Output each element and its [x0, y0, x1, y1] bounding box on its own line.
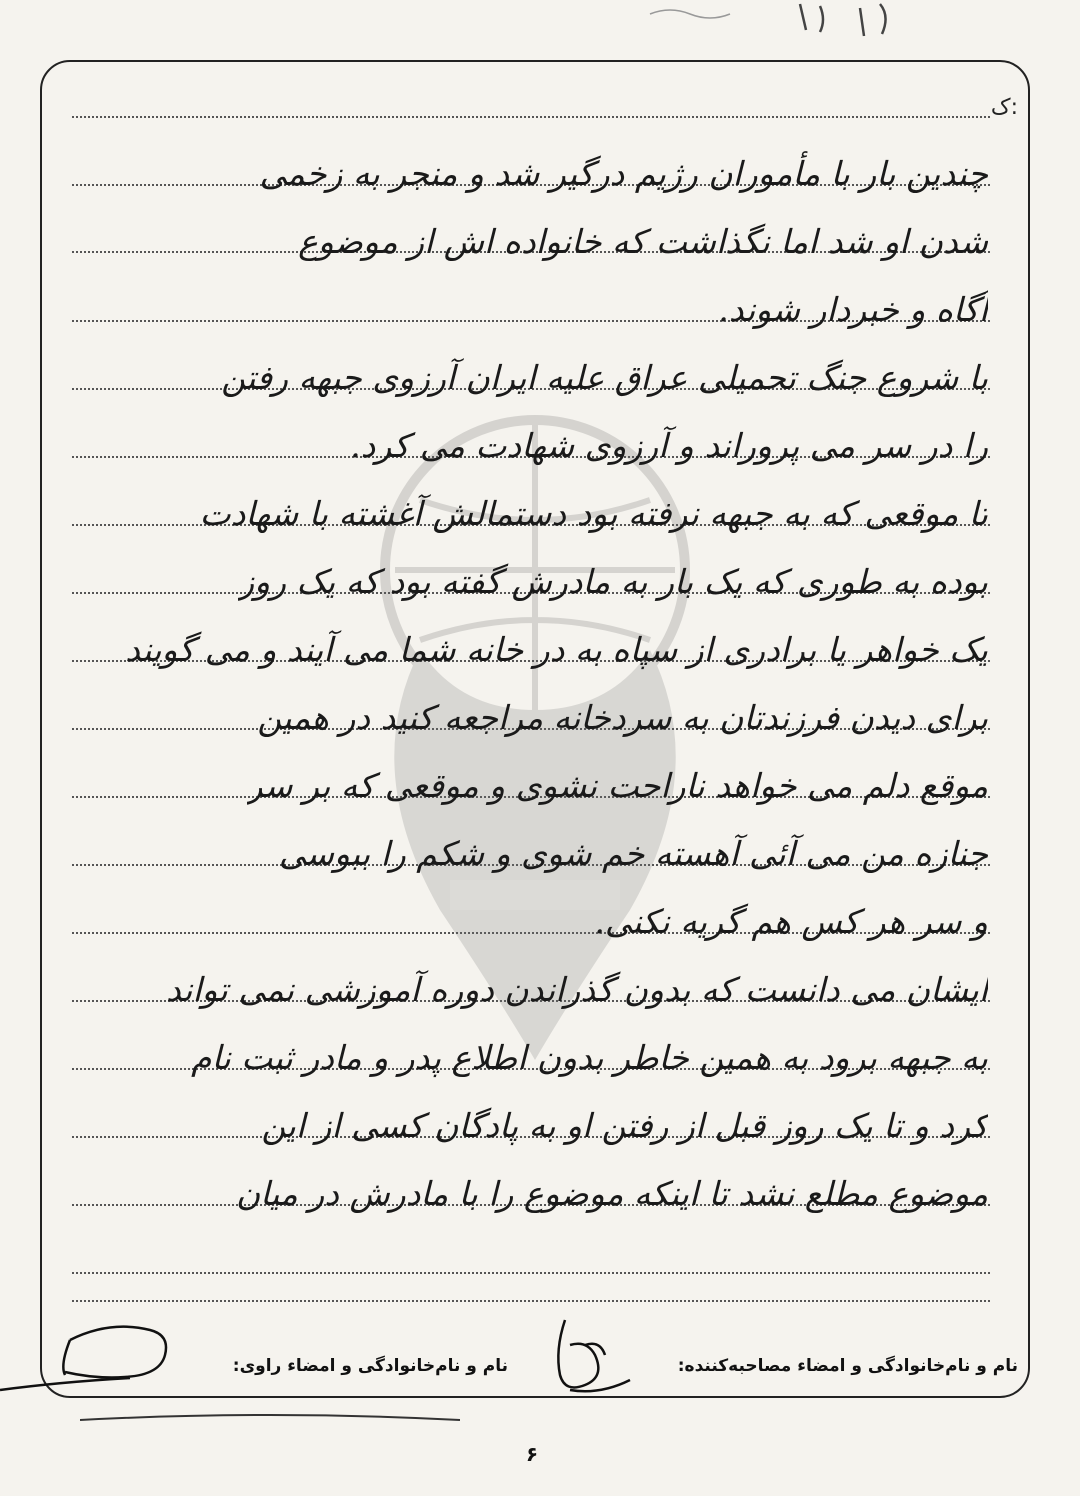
text-line: موضوع مطلع نشد تا اینکه موضوع را با مادرش در میان: [235, 1174, 988, 1213]
text-line: آگاه و خبردار شوند.: [718, 290, 988, 329]
top-scribble-marks: [0, 0, 1080, 50]
text-line: یک خواهر یا برادری از سپاه به در خانه شما می آیند و می گویند: [125, 630, 988, 669]
text-line: و سر هر کس هم گریه نکنی.: [594, 902, 988, 941]
text-line: بوده به طوری که یک بار به مادرش گفته بود که یک روز: [238, 562, 988, 601]
header-mark: ک:: [990, 95, 1018, 120]
text-line: تا موقعی که به جبهه نرفته بود دستمالش آغشته با شهادت: [199, 494, 988, 533]
narrator-signature-label: نام و نام‌خانوادگی و امضاء راوی:: [232, 1356, 508, 1376]
text-line: ایشان می دانست که بدون گذراندن دوره آموزشی نمی تواند: [165, 970, 988, 1009]
text-line: کرد و تا یک روز قبل از رفتن او به پادگان کسی از این: [261, 1106, 988, 1145]
text-line: جنازه من می آئی آهسته خم شوی و شکم را ببوسی: [278, 834, 988, 873]
narrator-signature: [0, 1290, 200, 1400]
text-line: برای دیدن فرزندتان به سردخانه مراجعه کنید در همین: [257, 698, 988, 737]
interviewer-signature: [520, 1300, 640, 1400]
signature-underline: [80, 1400, 460, 1440]
text-line: را در سر می پروراند و آرزوی شهادت می کرد.: [350, 426, 988, 465]
ruled-line: [72, 1272, 990, 1274]
text-line: به جبهه برود به همین خاطر بدون اطلاع پدر و مادر ثبت نام: [191, 1038, 988, 1077]
text-line: با شروع جنگ تحمیلی عراق علیه ایران آرزوی جبهه رفتن: [221, 358, 988, 397]
text-line: شدن او شد اما نگذاشت که خانواده اش از موضوع: [298, 222, 988, 261]
text-line: چندین بار با مأموران رژیم درگیر شد و منجر به زخمی: [259, 154, 988, 193]
text-line: موقع دلم می خواهد ناراحت نشوی و موقعی که بر سر: [246, 766, 988, 805]
ruled-line: [72, 116, 990, 118]
page-number: ۶: [525, 1442, 539, 1466]
interviewer-signature-label: نام و نام‌خانوادگی و امضاء مصاحبه‌کننده:: [677, 1356, 1018, 1376]
